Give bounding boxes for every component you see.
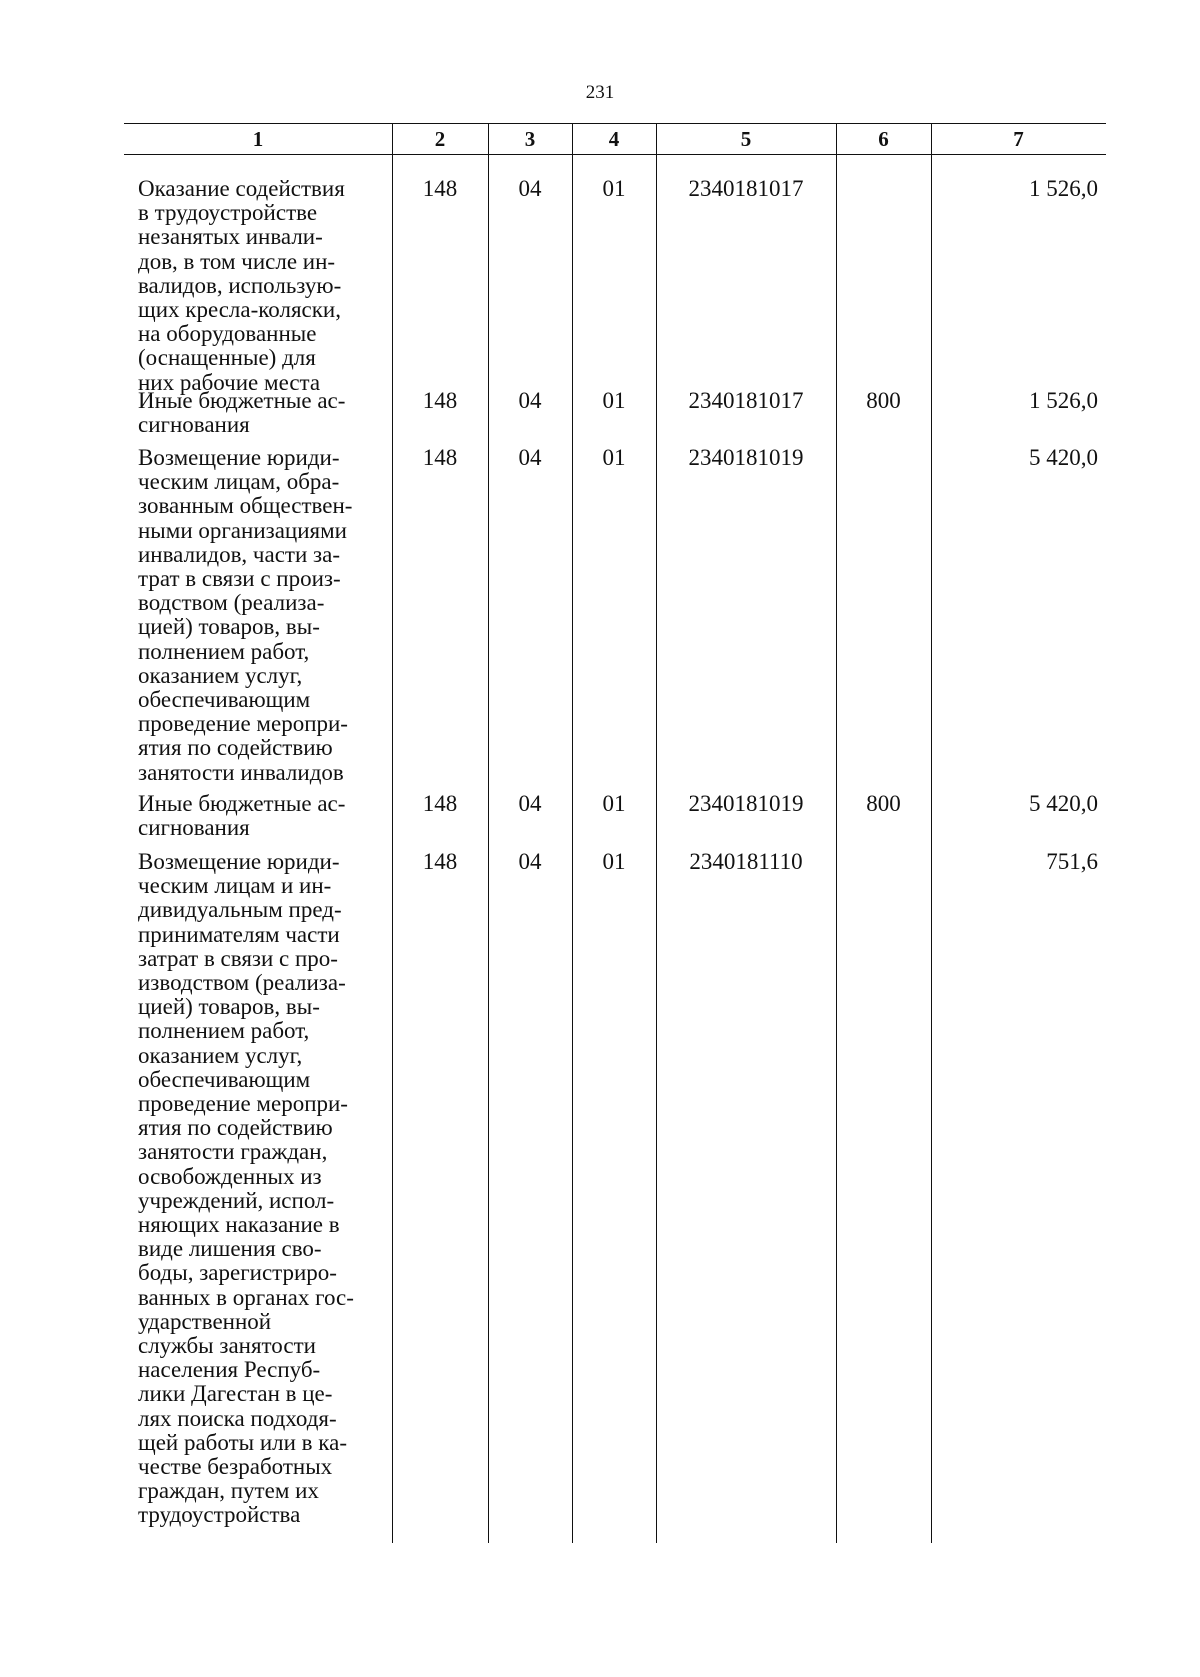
row-1-col-3: 04: [518, 176, 542, 201]
row-1-col-7: 1 526,0: [1029, 176, 1098, 201]
row-4-col-6: 800: [866, 791, 901, 816]
row-5-col-3: 04: [518, 849, 542, 874]
table-top-border: [124, 123, 1106, 124]
row-1-name: Оказание содействия в трудоустройстве незанятых инвали- дов, в том числе ин- валидов, использую- щих кресла-коляски, на оборудованные (оснащенные) для них рабочие места: [138, 176, 345, 395]
column-divider: [931, 123, 932, 1543]
row-5-col-2: 148: [422, 849, 458, 874]
row-3-col-3: 04: [518, 445, 542, 470]
row-1-col-2: 148: [422, 176, 458, 201]
row-2-col-3: 04: [518, 388, 542, 413]
row-1-col-4: 01: [602, 176, 626, 201]
row-3-col-4: 01: [602, 445, 626, 470]
row-2-col-5: 2340181017: [688, 388, 804, 413]
column-divider: [836, 123, 837, 1543]
header-col-3: 3: [524, 127, 536, 151]
row-4-col-2: 148: [422, 791, 458, 816]
row-5-col-5: 2340181110: [689, 849, 803, 874]
row-4-name: Иные бюджетные ас- сигнования: [138, 791, 346, 841]
row-3-col-2: 148: [422, 445, 458, 470]
row-5-col-7: 751,6: [1046, 849, 1098, 874]
header-col-6: 6: [878, 127, 889, 151]
row-4-col-7: 5 420,0: [1029, 791, 1098, 816]
row-3-name: Возмещение юриди- ческим лицам, обра- зованным обществен- ными организациями инвалидов, части за- трат в связи с произ- водством (реализа- цией) товаров, вы- полнением работ, оказанием услуг, обеспечивающим проведение меропри- ятия по содействию занятости инвалидов: [138, 445, 353, 785]
page-number: 231: [585, 82, 615, 103]
row-3-col-7: 5 420,0: [1029, 445, 1098, 470]
header-col-4: 4: [608, 127, 620, 151]
row-1-col-5: 2340181017: [688, 176, 804, 201]
budget-table: [124, 123, 1106, 1543]
row-2-col-4: 01: [602, 388, 626, 413]
header-col-5: 5: [740, 127, 752, 151]
row-2-col-7: 1 526,0: [1029, 388, 1098, 413]
header-bottom-border: [124, 154, 1106, 155]
row-3-col-5: 2340181019: [688, 445, 804, 470]
row-5-col-4: 01: [602, 849, 626, 874]
column-divider: [656, 123, 657, 1543]
row-4-col-4: 01: [602, 791, 626, 816]
row-2-col-2: 148: [422, 388, 458, 413]
row-2-col-6: 800: [866, 388, 901, 413]
column-divider: [572, 123, 573, 1543]
header-col-1: 1: [252, 127, 264, 151]
column-divider: [488, 123, 489, 1543]
row-4-col-5: 2340181019: [688, 791, 804, 816]
column-divider: [392, 123, 393, 1543]
row-2-name: Иные бюджетные ас- сигнования: [138, 388, 346, 438]
row-5-name: Возмещение юриди- ческим лицам и ин- дивидуальным пред- принимателям части затрат в связи с про- изводством (реализа- цией) товаров, вы- полнением работ, оказанием услуг, обеспечивающим проведение меропри- ятия по содействию занятости граждан, освобожденных из учреждений, испол- няющих наказание в виде лишения сво- боды, зарегистриро- ванных в органах гос- ударственной службы занятости населения Респуб- лики Дагестан в це- лях поиска подходя- щей работы или в ка- честве безработных граждан, путем их трудоустройства: [138, 849, 354, 1528]
header-col-7: 7: [1013, 127, 1024, 151]
row-4-col-3: 04: [518, 791, 542, 816]
header-col-2: 2: [434, 127, 446, 151]
